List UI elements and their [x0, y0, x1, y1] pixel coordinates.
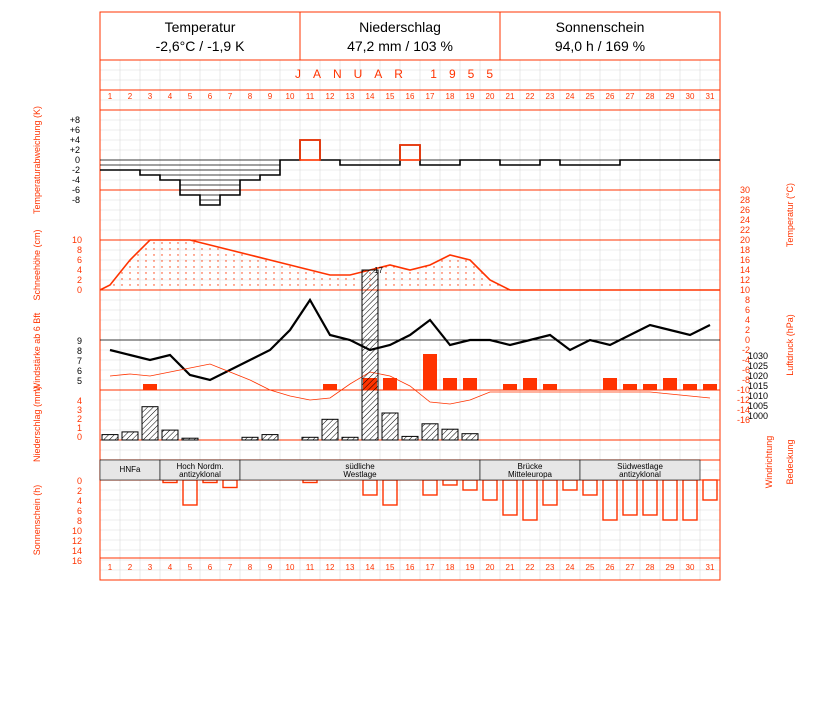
day-label: 2: [127, 563, 133, 572]
day-label: 6: [207, 92, 213, 101]
temperature-tick: 8: [744, 295, 750, 305]
precip-bar: [182, 438, 198, 440]
sunshine-tick: 14: [71, 546, 82, 556]
wind-bar: [623, 384, 637, 390]
day-label: 15: [385, 92, 395, 101]
day-label: 3: [147, 563, 153, 572]
sunshine-tick: 4: [76, 496, 82, 506]
weather-type-label: Hoch Nordm.: [176, 462, 224, 471]
day-label: 23: [545, 563, 555, 572]
day-label: 20: [485, 563, 495, 572]
day-label: 5: [187, 563, 193, 572]
day-label: 27: [625, 92, 635, 101]
day-label: 28: [645, 92, 655, 101]
temperature-tick: 16: [739, 255, 750, 265]
sunshine-bar: [183, 480, 197, 505]
day-label: 1: [107, 92, 113, 101]
day-label: 14: [365, 92, 375, 101]
wind-bar: [503, 384, 517, 390]
temperature-tick: 18: [739, 245, 750, 255]
day-label: 10: [285, 92, 295, 101]
day-label: 22: [525, 563, 535, 572]
temp-deviation-tick: 0: [74, 155, 80, 165]
precip-bar: [382, 413, 398, 440]
day-label: 21: [505, 92, 515, 101]
day-label: 11: [305, 92, 315, 101]
precip-tick: 2: [76, 414, 82, 424]
temperature-tick: 14: [739, 265, 750, 275]
pressure-tick: 1000: [747, 411, 768, 421]
day-label: 14: [365, 563, 375, 572]
day-label: 27: [625, 563, 635, 572]
sunshine-tick: 8: [76, 516, 82, 526]
day-label: 12: [325, 563, 335, 572]
temp-deviation-tick: +8: [69, 115, 80, 125]
wind-bar: [603, 378, 617, 390]
sunshine-tick: 0: [76, 476, 82, 486]
temperature-tick: -10: [736, 385, 750, 395]
precip-bar: [402, 436, 418, 440]
snow-area: [100, 240, 720, 290]
sunshine-bar: [163, 480, 177, 483]
temperature-tick: -12: [736, 395, 750, 405]
temperature-tick: 2: [744, 325, 750, 335]
day-label: 25: [585, 92, 595, 101]
sunshine-bar: [363, 480, 377, 495]
precip-bar: [162, 430, 178, 440]
day-labels-bottom: [108, 563, 715, 572]
temperature-tick: -2: [741, 345, 750, 355]
weather-type-label: Südwestlage: [617, 462, 663, 471]
day-label: 7: [227, 92, 233, 101]
day-label: 16: [405, 92, 415, 101]
sunshine-bar: [383, 480, 397, 505]
sunshine-tick: 12: [71, 536, 82, 546]
temperature-tick: 4: [744, 315, 750, 325]
weather-type-band: [100, 460, 700, 480]
day-label: 4: [167, 92, 173, 101]
temperature-tick: 28: [739, 195, 750, 205]
day-label: 16: [405, 563, 415, 572]
temp-deviation-bar: [400, 145, 420, 160]
temperature-value: -2,6°C / -1,9 K: [155, 38, 245, 54]
day-label: 21: [505, 563, 515, 572]
precip-bar: [302, 437, 318, 440]
wind-tick: 9: [76, 336, 82, 346]
weather-type-label: HNFa: [119, 465, 141, 474]
day-label: 24: [565, 563, 575, 572]
sunshine-title: Sonnenschein: [555, 19, 645, 35]
temp-deviation-axis-title: Temperaturabweichung (K): [32, 105, 42, 215]
temp-deviation-tick: -4: [71, 175, 80, 185]
wind-tick: 7: [76, 356, 82, 366]
day-label: 23: [545, 92, 555, 101]
temperature-tick: 24: [739, 215, 750, 225]
wind-bar: [663, 378, 677, 390]
pressure-tick: 1005: [747, 401, 768, 411]
temperature-tick: 22: [739, 225, 750, 235]
temp-deviation-tick: +6: [69, 125, 80, 135]
temperature-tick: -16: [736, 415, 750, 425]
sunshine-axis-title: Sonnenschein (h): [32, 484, 42, 556]
day-label: 6: [207, 563, 213, 572]
precip-bar: [342, 437, 358, 440]
day-label: 8: [247, 563, 253, 572]
day-label: 31: [705, 563, 715, 572]
precip-bar: [262, 435, 278, 440]
sunshine-bar: [463, 480, 477, 490]
day-labels-top: [108, 92, 715, 101]
precip-bar: [442, 429, 458, 440]
weather-type-label: Mitteleuropa: [507, 470, 553, 479]
day-label: 5: [187, 92, 193, 101]
wind-bar: [523, 378, 537, 390]
temperature-tick: 20: [739, 235, 750, 245]
precip-bar: [122, 432, 138, 440]
temperature-tick: -6: [741, 365, 750, 375]
cloud-axis-title: Bedeckung: [785, 439, 795, 485]
wind-tick: 8: [76, 346, 82, 356]
day-label: 26: [605, 92, 615, 101]
day-label: 2: [127, 92, 133, 101]
pressure-tick: 1020: [747, 371, 768, 381]
day-label: 29: [665, 92, 675, 101]
snow-tick: 4: [76, 265, 82, 275]
day-label: 7: [227, 563, 233, 572]
day-label: 8: [247, 92, 253, 101]
wind-bar: [543, 384, 557, 390]
temp-deviation-tick: -2: [71, 165, 80, 175]
pressure-tick: 1015: [747, 381, 768, 391]
day-label: 24: [565, 92, 575, 101]
day-label: 9: [267, 563, 273, 572]
grid: [100, 60, 720, 580]
sunshine-bar: [443, 480, 457, 485]
precip-tick: 3: [76, 405, 82, 415]
left-axis-titles: [32, 106, 42, 555]
precipitation-title: Niederschlag: [359, 19, 441, 35]
wind-tick: 5: [76, 376, 82, 386]
day-label: 28: [645, 563, 655, 572]
wind-bar: [443, 378, 457, 390]
day-label: 1: [107, 563, 113, 572]
day-label: 22: [525, 92, 535, 101]
day-label: 31: [705, 92, 715, 101]
sunshine-tick: 2: [76, 486, 82, 496]
sunshine-bar: [543, 480, 557, 505]
sunshine-tick: 10: [71, 526, 82, 536]
day-label: 4: [167, 563, 173, 572]
weather-type-label: südliche: [345, 462, 375, 471]
temperature-tick: 6: [744, 305, 750, 315]
header: [100, 12, 720, 60]
pressure-tick: 1030: [747, 351, 768, 361]
sunshine-bar: [423, 480, 437, 495]
sunshine-bar: [563, 480, 577, 490]
annotation-label: 17: [374, 266, 383, 275]
wind-bar: [703, 384, 717, 390]
month-title: JANUAR 1955: [294, 67, 506, 81]
weather-type-label: antizyklonal: [619, 470, 661, 479]
snow-tick: 8: [76, 245, 82, 255]
precipitation-value: 47,2 mm / 103 %: [347, 38, 453, 54]
snow-tick: 10: [71, 235, 82, 245]
temperature-title: Temperatur: [164, 19, 236, 35]
precip-bar: [362, 270, 378, 440]
sunshine-value: 94,0 h / 169 %: [554, 38, 646, 54]
precip-bar: [142, 407, 158, 440]
temperature-tick: -4: [741, 355, 750, 365]
temp-deviation-tick: +2: [69, 145, 80, 155]
temp-deviation-tick: -6: [71, 185, 80, 195]
day-label: 25: [585, 563, 595, 572]
temperature-tick: -14: [736, 405, 750, 415]
day-label: 26: [605, 563, 615, 572]
precip-bar: [102, 435, 118, 440]
wind-bar: [323, 384, 337, 390]
temperature-tick: 30: [739, 185, 750, 195]
pressure-tick: 1010: [747, 391, 768, 401]
sunshine-tick: 6: [76, 506, 82, 516]
right-axis-titles: [764, 183, 795, 488]
snow-tick: 2: [76, 275, 82, 285]
day-label: 11: [305, 563, 315, 572]
temperature-tick: 12: [739, 275, 750, 285]
day-label: 3: [147, 92, 153, 101]
day-label: 15: [385, 563, 395, 572]
temperature-tick: 0: [744, 335, 750, 345]
day-label: 30: [685, 563, 695, 572]
sunshine-bar: [583, 480, 597, 495]
day-label: 18: [445, 92, 455, 101]
sunshine-bar: [203, 480, 217, 483]
precip-axis-title: Niederschlag (mm): [32, 385, 42, 463]
wind-bar: [143, 384, 157, 390]
precip-bar: [462, 434, 478, 440]
temperature-tick: 10: [739, 285, 750, 295]
day-label: 9: [267, 92, 273, 101]
day-label: 20: [485, 92, 495, 101]
wind-bar: [463, 378, 477, 390]
wind-bar: [423, 354, 437, 390]
wind-bar: [683, 384, 697, 390]
wind-direction-axis-title: Windrichtung: [764, 435, 774, 489]
pressure-tick: 1025: [747, 361, 768, 371]
day-label: 17: [425, 92, 435, 101]
day-label: 10: [285, 563, 295, 572]
day-label: 17: [425, 563, 435, 572]
precip-tick: 0: [76, 432, 82, 442]
day-label: 18: [445, 563, 455, 572]
wind-tick: 6: [76, 366, 82, 376]
weather-type-label: Westlage: [343, 470, 377, 479]
precip-bar: [422, 424, 438, 440]
snow-tick: 6: [76, 255, 82, 265]
day-label: 19: [465, 563, 475, 572]
day-label: 13: [345, 563, 355, 572]
precip-bar: [242, 437, 258, 440]
day-label: 13: [345, 92, 355, 101]
temp-deviation-tick: -8: [71, 195, 80, 205]
pressure-axis-title: Luftdruck (hPa): [785, 314, 795, 376]
day-label: 30: [685, 92, 695, 101]
sunshine-bar: [303, 480, 317, 483]
snow-axis-title: Schneehöhe (cm): [32, 229, 42, 301]
wind-bar: [643, 384, 657, 390]
temperature-tick: 26: [739, 205, 750, 215]
temp-deviation-tick: +4: [69, 135, 80, 145]
day-label: 19: [465, 92, 475, 101]
weather-type-label: antizyklonal: [179, 470, 221, 479]
snow-tick: 0: [76, 285, 82, 295]
day-label: 12: [325, 92, 335, 101]
day-label: 29: [665, 563, 675, 572]
temperature-tick: -8: [741, 375, 750, 385]
temperature-axis-title: Temperatur (°C): [785, 182, 795, 248]
wind-bar: [383, 378, 397, 390]
precip-tick: 1: [76, 423, 82, 433]
sunshine-tick: 16: [71, 556, 82, 566]
wind-axis-title: Windstärke ab 6 Bft: [32, 312, 42, 392]
sunshine-bar: [223, 480, 237, 488]
precip-bar: [322, 419, 338, 440]
precip-tick: 4: [76, 396, 82, 406]
weather-type-label: Brücke: [517, 462, 543, 471]
